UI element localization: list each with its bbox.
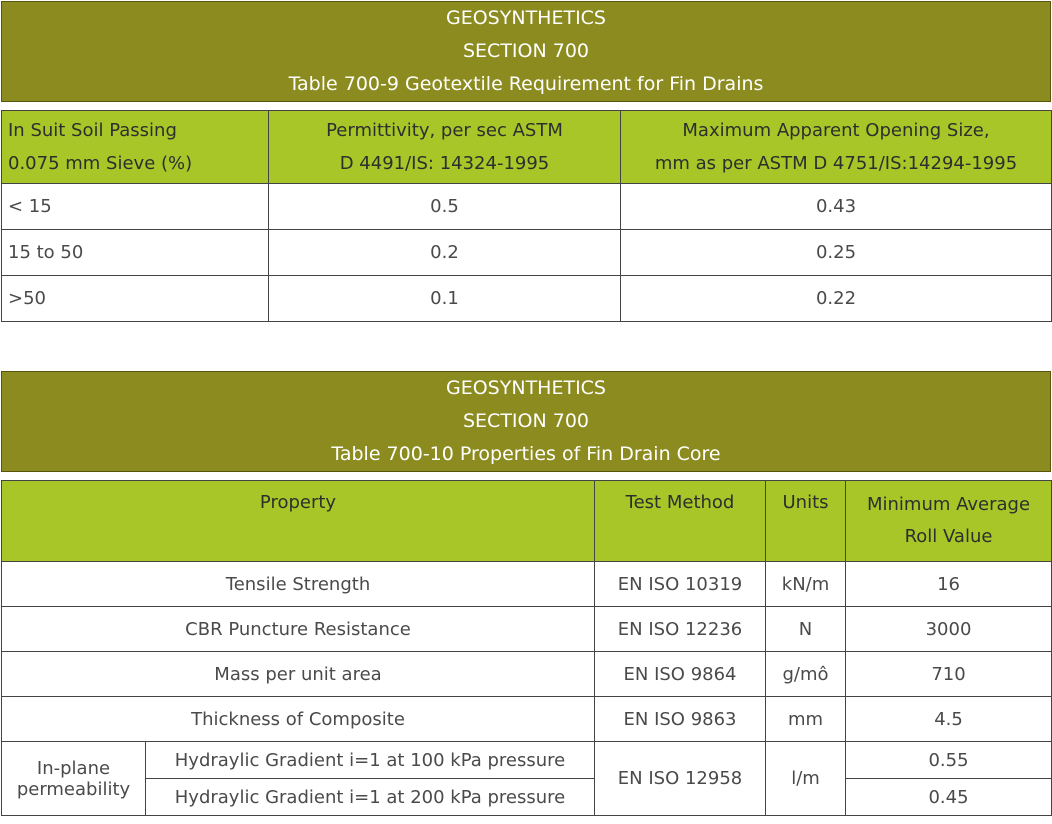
cell-opening-size: 0.25 xyxy=(621,230,1052,276)
cell-permittivity: 0.2 xyxy=(269,230,621,276)
cell-value: 710 xyxy=(846,652,1052,697)
cell-property: Mass per unit area xyxy=(2,652,595,697)
cell-value: 0.45 xyxy=(846,779,1052,816)
cell-property: CBR Puncture Resistance xyxy=(2,607,595,652)
cell-opening-size: 0.43 xyxy=(621,184,1052,230)
cell-soil-passing: < 15 xyxy=(2,184,269,230)
cell-property: Tensile Strength xyxy=(2,562,595,607)
cell-test-method: EN ISO 12958 xyxy=(595,742,766,816)
table-row xyxy=(2,697,1052,742)
cell-test-method: EN ISO 9864 xyxy=(595,652,766,697)
cell-property: Hydraylic Gradient i=1 at 200 kPa pressure xyxy=(146,779,595,816)
cell-value: 3000 xyxy=(846,607,1052,652)
geotextile-requirements-table xyxy=(1,110,1052,322)
header-row xyxy=(2,481,1052,562)
table-row xyxy=(2,184,1052,230)
table-700-9 xyxy=(1,1,1051,322)
title-line-3: Table 700-9 Geotextile Requirement for Fin Drains xyxy=(288,73,764,95)
title-line-3: Table 700-10 Properties of Fin Drain Core xyxy=(331,443,721,465)
table-row xyxy=(2,779,1052,816)
cell-units: mm xyxy=(766,697,846,742)
table-row xyxy=(2,652,1052,697)
cell-value: 0.55 xyxy=(846,742,1052,779)
header-property: Property xyxy=(2,481,595,562)
cell-value: 16 xyxy=(846,562,1052,607)
header-min-avg-roll-value: Minimum Average Roll Value xyxy=(846,481,1052,562)
cell-units: g/mô xyxy=(766,652,846,697)
table-title xyxy=(1,371,1051,472)
cell-permittivity: 0.1 xyxy=(269,276,621,322)
header-units: Units xyxy=(766,481,846,562)
cell-units: N xyxy=(766,607,846,652)
cell-inplane-permeability: In-plane permeability xyxy=(2,742,146,816)
table-row xyxy=(2,607,1052,652)
table-700-10 xyxy=(1,371,1051,816)
cell-value: 4.5 xyxy=(846,697,1052,742)
title-line-1: GEOSYNTHETICS xyxy=(446,7,606,29)
fin-drain-core-table xyxy=(1,480,1052,816)
cell-property: Hydraylic Gradient i=1 at 100 kPa pressure xyxy=(146,742,595,779)
header-test-method: Test Method xyxy=(595,481,766,562)
table-title xyxy=(1,1,1051,102)
table-row xyxy=(2,742,1052,779)
header-opening-size: Maximum Apparent Opening Size, mm as per ASTM D 4751/IS:14294-1995 xyxy=(621,111,1052,184)
title-line-2: SECTION 700 xyxy=(462,410,589,432)
title-line-1: GEOSYNTHETICS xyxy=(446,377,606,399)
cell-opening-size: 0.22 xyxy=(621,276,1052,322)
header-permittivity: Permittivity, per sec ASTM D 4491/IS: 14324-1995 xyxy=(269,111,621,184)
table-row xyxy=(2,276,1052,322)
cell-soil-passing: >50 xyxy=(2,276,269,322)
cell-test-method: EN ISO 12236 xyxy=(595,607,766,652)
table-row xyxy=(2,230,1052,276)
cell-soil-passing: 15 to 50 xyxy=(2,230,269,276)
cell-permittivity: 0.5 xyxy=(269,184,621,230)
title-line-2: SECTION 700 xyxy=(462,40,589,62)
cell-property: Thickness of Composite xyxy=(2,697,595,742)
table-row xyxy=(2,562,1052,607)
cell-units: kN/m xyxy=(766,562,846,607)
cell-units: l/m xyxy=(766,742,846,816)
cell-test-method: EN ISO 10319 xyxy=(595,562,766,607)
header-soil-passing: In Suit Soil Passing 0.075 mm Sieve (%) xyxy=(2,111,269,184)
header-row xyxy=(2,111,1052,184)
cell-test-method: EN ISO 9863 xyxy=(595,697,766,742)
